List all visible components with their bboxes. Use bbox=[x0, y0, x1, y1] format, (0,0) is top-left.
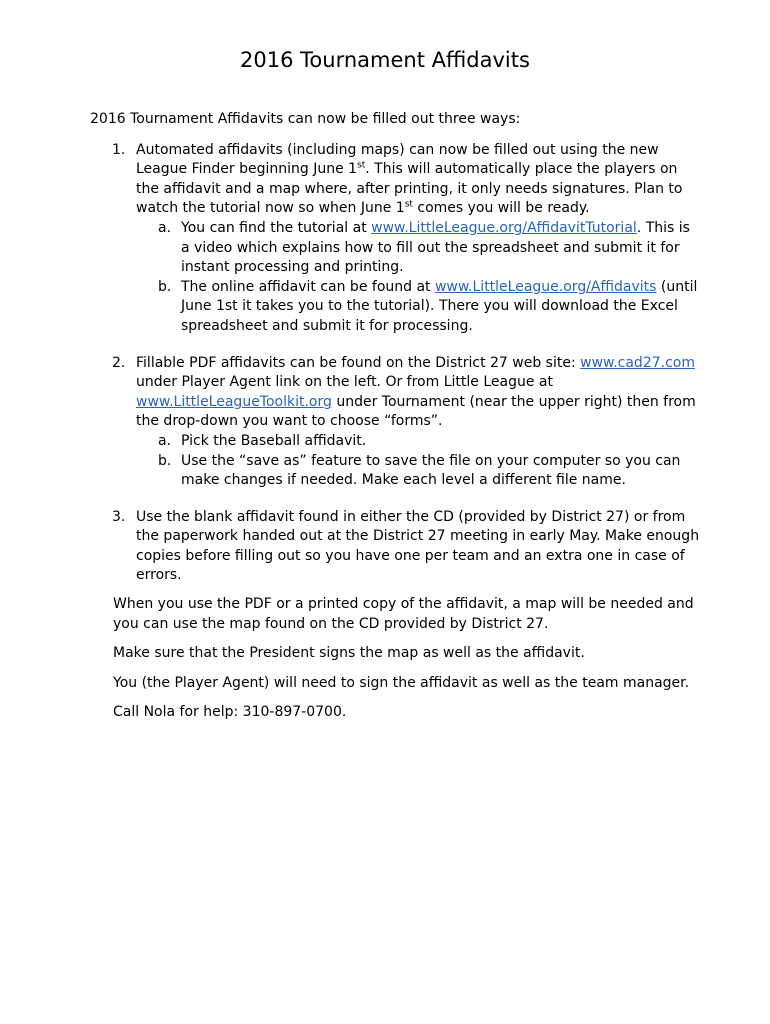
document-body bbox=[90, 110, 700, 733]
list-number: 1. bbox=[112, 141, 126, 158]
toolkit-link[interactable]: www.LittleLeagueToolkit.org bbox=[136, 393, 332, 410]
list-number: 2. bbox=[112, 354, 126, 371]
list-item-automated bbox=[90, 141, 700, 337]
sub-item-online-affidavit bbox=[136, 278, 700, 337]
text-segment: . This will automatically place the players on the affidavit and a map where, after printing, it only needs signatures. Plan to watch the tutorial now so when June 1 bbox=[136, 161, 683, 217]
sub-item-save-as bbox=[136, 452, 700, 491]
sub-letter: b. bbox=[158, 452, 172, 469]
paragraph-map-note: When you use the PDF or a printed copy of the affidavit, a map will be needed and you can use the map found on the CD provided by District 27. bbox=[113, 596, 694, 632]
method-list bbox=[90, 141, 700, 586]
page-title: 2016 Tournament Affidavits bbox=[240, 48, 530, 72]
cad27-link[interactable]: www.cad27.com bbox=[580, 354, 695, 371]
sub-item-tutorial bbox=[136, 219, 700, 278]
list-number: 3. bbox=[112, 508, 126, 525]
superscript: st bbox=[404, 199, 413, 210]
intro-text: 2016 Tournament Affidavits can now be filled out three ways: bbox=[90, 111, 521, 127]
text-segment: Use the “save as” feature to save the file on your computer so you can make changes if needed. Make each level a different file name. bbox=[181, 452, 681, 489]
list-item-text bbox=[136, 141, 700, 219]
text-segment: Fillable PDF affidavits can be found on the District 27 web site: bbox=[136, 354, 581, 371]
paragraph-help-contact: Call Nola for help: 310-897-0700. bbox=[113, 704, 347, 721]
sub-item-pick-baseball bbox=[136, 432, 700, 452]
text-segment: Automated affidavits (including maps) can now be filled out using the new League Finder beginning June 1 bbox=[136, 141, 659, 178]
sub-letter: a. bbox=[158, 432, 172, 449]
text-segment: The online affidavit can be found at bbox=[181, 278, 435, 295]
paragraph-player-agent: You (the Player Agent) will need to sign the affidavit as well as the team manager. bbox=[113, 674, 690, 691]
sub-list bbox=[136, 432, 700, 491]
text-segment: Pick the Baseball affidavit. bbox=[181, 432, 367, 449]
text-segment: You can find the tutorial at bbox=[181, 219, 372, 236]
list-item-text: Use the blank affidavit found in either the CD (provided by District 27) or from the paperwork handed out at the District 27 meeting in early May. Make enough copies before filling out so you have one per team and an extra one in case of errors. bbox=[136, 508, 700, 584]
text-segment: . This is a video which explains how to fill out the spreadsheet and submit it for instant processing and printing. bbox=[181, 219, 690, 276]
sub-letter: b. bbox=[158, 278, 172, 295]
list-item-text bbox=[136, 354, 700, 432]
affidavits-link[interactable]: www.LittleLeague.org/Affidavits bbox=[434, 278, 657, 295]
text-segment: comes you will be ready. bbox=[412, 200, 590, 217]
sub-letter: a. bbox=[158, 219, 172, 236]
paragraph-president-signs: Make sure that the President signs the map as well as the affidavit. bbox=[113, 645, 585, 662]
list-item-fillable-pdf bbox=[90, 354, 700, 491]
text-segment: under Tournament (near the upper right) then from the drop-down you want to choose “forms”. bbox=[136, 393, 696, 430]
superscript: st bbox=[357, 160, 366, 171]
tutorial-link[interactable]: www.LittleLeague.org/AffidavitTutorial bbox=[371, 219, 637, 236]
text-segment: under Player Agent link on the left. Or from Little League at bbox=[136, 374, 553, 391]
text-segment: (until June 1st it takes you to the tutorial). There you will download the Excel spreadsheet and submit it for processing. bbox=[181, 278, 698, 334]
list-item-blank-affidavit bbox=[90, 508, 700, 586]
sub-list bbox=[136, 219, 700, 337]
